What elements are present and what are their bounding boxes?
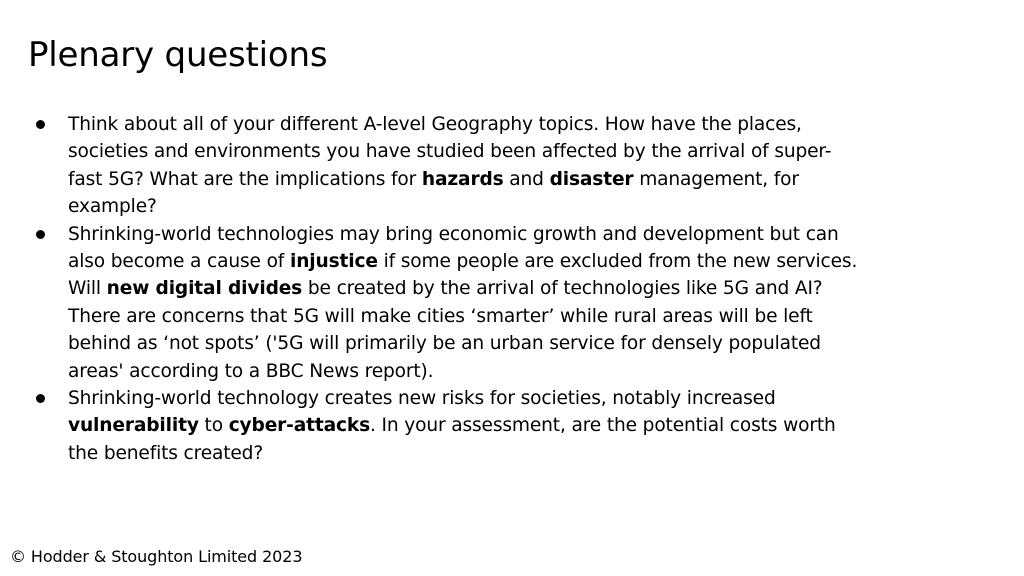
bullet-text-segment: and	[503, 168, 550, 190]
bullet-text-segment: . In your assessment, are the potential costs worth the benefits created?	[68, 415, 836, 464]
bullet-item-3	[68, 385, 858, 467]
bullet-text-segment: Shrinking-world technology creates new risks for societies, notably increased	[68, 388, 776, 410]
bullet-item-2	[68, 221, 858, 385]
bullet-text-segment: if some people are excluded from the new services. Will	[68, 251, 858, 300]
bullet-list	[68, 111, 858, 467]
slide-title: Plenary questions	[28, 35, 328, 75]
bullet-bold-term: new digital divides	[106, 278, 303, 300]
bullet-text-segment: Shrinking-world technologies may bring economic growth and development but can also become a cause of	[68, 223, 839, 273]
copyright-footer: © Hodder & Stoughton Limited 2023	[10, 547, 303, 566]
bullet-item-1	[68, 111, 858, 221]
bullet-text-segment: management, for example?	[68, 168, 799, 218]
bullet-text-segment: Think about all of your different A-level Geography topics. How have the places, societies and environments you have studied been affected by the arrival of super-fast 5G? What are the implications for	[68, 114, 832, 190]
bullet-text-segment: to	[198, 415, 229, 437]
bullet-dot-icon	[36, 120, 45, 129]
bullet-bold-term: cyber-attacks	[228, 415, 371, 437]
bullet-text-segment: be created by the arrival of technologies like 5G and AI? There are concerns that 5G will make cities ‘smarter’ while rural areas will be left behind as ‘not spots’ ('5G will primarily be an urban service for densely populated areas' according to a BBC News report).	[68, 278, 823, 382]
bullet-bold-term: hazards	[421, 168, 504, 190]
bullet-dot-icon	[36, 394, 45, 403]
bullet-bold-term: vulnerability	[68, 415, 199, 437]
bullet-dot-icon	[36, 230, 45, 239]
bullet-bold-term: injustice	[289, 251, 378, 273]
bullet-bold-term: disaster	[549, 168, 634, 190]
